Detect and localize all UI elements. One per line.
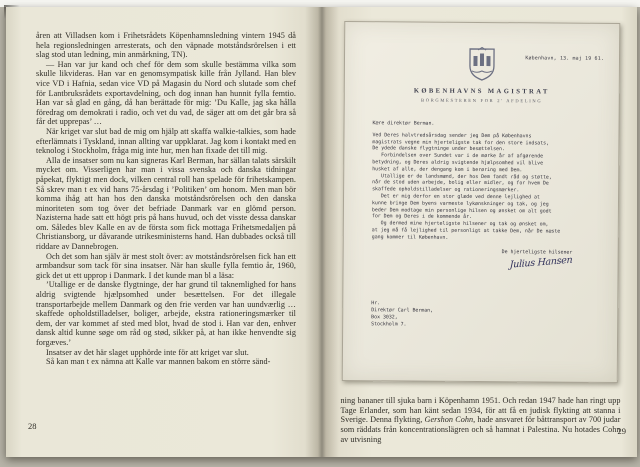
- recipient-block: [371, 301, 617, 330]
- typewritten-line: gang kommer til København.: [371, 233, 448, 241]
- typewritten-line: magistrats vegne min hjerteligste tak for den store indsats,: [371, 138, 549, 147]
- letterhead: KØBENHAVNS MAGISTRAT: [413, 87, 550, 96]
- page-number-right: 29: [617, 426, 626, 436]
- letter-body: [371, 132, 602, 242]
- continuation-paragraph: [341, 396, 621, 444]
- book-spread: [6, 7, 637, 457]
- paragraph: åren att Villadsen kom i Frihetsrådets Köpenhamnsledning vintern 1945 då hela regionsledningen arresterats, och den väpnade motståndsrörelsen i ett slag stod utan ledning, min anmärkning, TN).: [36, 31, 296, 60]
- sub-letterhead: BORGMESTEREN FOR 2' AFDELING: [420, 97, 542, 104]
- typewritten-line: Stockholm 7.: [370, 320, 407, 328]
- typewritten-line: De ydede danske flygtninge under besættelsen.: [371, 145, 505, 153]
- paragraph: Alla de insatser som nu kan signeras Karl Berman, har sällan talats särskilt mycket om. Visserligen har man i vissa svenska och danska tidningar påpekat, flyktigt men dock, vilken central roll han spelade för frihetskampen. Så skrev man t ex vid hans 75-årsdag i ’Politiken’ om honom. Men man bör komma ihåg att han hos den danska motståndsrörelsen och den danska minoriteten som tog över det befriade Danmark var en glömd person. Nazisterna hade satt ett högt pris på hans huvud, och det visste dessa danskar om. Således blev Kalle en av de första som fick mottaga Frihetsmedaljen på Christiansborg, ur dåvarande utrikesministerns hand. Han dubbades också till riddare av Dannebrogen.: [36, 155, 296, 252]
- salutation: Kære direktør Berman.: [372, 120, 434, 127]
- typewritten-line: kunne bringe Dem byens varmeste lykønskninger og tak, og jeg: [371, 200, 549, 208]
- page-number-left: 28: [28, 421, 37, 431]
- typewritten-line: Ved Deres halvtredsårsdag sender jeg Dem på Københavns: [371, 132, 531, 140]
- paragraph-text: , hade ansvaret för båttransport av 700 judar som räddats från koncentrationslägren och så hamnat i Palestina. Nu hotades Cohn av utvisning: [340, 415, 621, 444]
- paragraph: När kriget var slut bad de mig om hjälp att skaffa walkie-talkies, som hade efterlämnats i Tyskland, innan allting var uppklarat. Jag kom i kontakt med en teknolog i Stockholm, fråga mig inte hur, men han fixade det till mig.: [36, 126, 296, 156]
- paragraph: Så kan man t ex nämna att Kalle var mannen bakom en större sänd-: [46, 357, 271, 367]
- typewritten-line: Box 3032,: [370, 314, 398, 321]
- typewritten-line: skaffede opholdstilladelser og rationeringsmærker.: [371, 186, 519, 194]
- page-right: [322, 7, 638, 457]
- paragraph: — Han var jur kand och chef för dem som skulle bestämma vilka som skulle likvideras. Han var en genomsympatisk kille från Jylland. Han blev vice VD i Hafnia, sedan vice VD på Magasin du Nord och slutade som chef för Lantbruksrådets exportavdelning, och dog innan han hunnit fylla femtio. Han var så glad en gång, då han berättade för mig: ’Du Kalle, jag ska hålla föredrag om demokrati i radio, och vet du vad, de säger att om det går bra så får det upprepas’ …: [36, 59, 296, 127]
- typewritten-line: husket af alle, der dengang kom i berøring med Dem.: [371, 166, 522, 174]
- paragraph: Insatser av det här slaget upphörde inte för att kriget var slut.: [46, 347, 249, 357]
- typewritten-line: Forbindelsen over Sundet var i de mørke år af afgørende: [371, 152, 543, 160]
- left-text-block: [36, 31, 296, 367]
- typewritten-line: beder Dem modtage min personlige hilsen og ønsket om alt godt: [371, 206, 552, 215]
- typewritten-line: Utallige er de landsmænd, der hos Dem fandt råd og støtte,: [371, 172, 552, 181]
- letter-date: København, 13. maj 19 61.: [524, 55, 604, 62]
- signature: Julius Hansen: [509, 254, 572, 272]
- page-left: [6, 7, 322, 457]
- quoted-paragraph: ’Utallige er de danske flygtninge, der har grund til taknemlighed for hans aldrig svigtende hjælpsomhed under besættelsen. For det illegale transportarbejde mellem Danmark og den frie verden var han uundværlig … skaffede opholdstilladelser, boliger, arbejde, ekstra rationeringsmærker til dem, der var kommet af sted med blot, hvad de stod i. Han var den, enhver dansk altid kunne søge om råd og stød, sikker på, at han ikke henvendte sig forgæves.’: [36, 280, 296, 347]
- typewritten-line: at jeg må få lejlighed til personligt at takke Dem, når De næste: [371, 227, 560, 235]
- typewritten-line: Og dermed mine hjerteligste hilsener og tak og ønsket om,: [371, 220, 549, 228]
- city-crest-icon: [466, 47, 496, 83]
- typewritten-line: Direktør Carl Berman,: [370, 307, 433, 314]
- person-name-italic: Gershon Cohn: [424, 415, 474, 425]
- typewritten-line: Det er mig derfor en stor glæde ved denne lejlighed at: [371, 193, 540, 201]
- paragraph: Och det som han själv är mest stolt över: av motståndsrörelsen fick han ett armbandsur som tack för sina insatser. När han skulle fylla femtio år, 1960, gick det ut ett upprop i Danmark. I det kunde man bl a läsa:: [36, 251, 296, 280]
- typewritten-line: Hr.: [370, 300, 380, 307]
- typewritten-line: når de stod uden arbejde, bolig eller midler, og for hvem De: [371, 179, 549, 187]
- letter-photo: [341, 21, 620, 383]
- scanner-margin-strip: [0, 0, 640, 7]
- typewritten-line: for Dem og Deres i de kommende år.: [371, 213, 472, 221]
- letter-closing: De hjerteligste hilsener: [501, 248, 572, 256]
- paragraph-text: ning bananer till sjuka barn i Köpenhamn 1951. Och redan 1947 hade han ringt upp Tage Erlander, som han känt sedan 1934, för att få en judisk flykting att stanna i Sverige. Denna flykting,: [340, 396, 621, 425]
- typewritten-line: betydning, og Deres aldrig svigtende hjælpsomhed vil blive: [371, 159, 543, 167]
